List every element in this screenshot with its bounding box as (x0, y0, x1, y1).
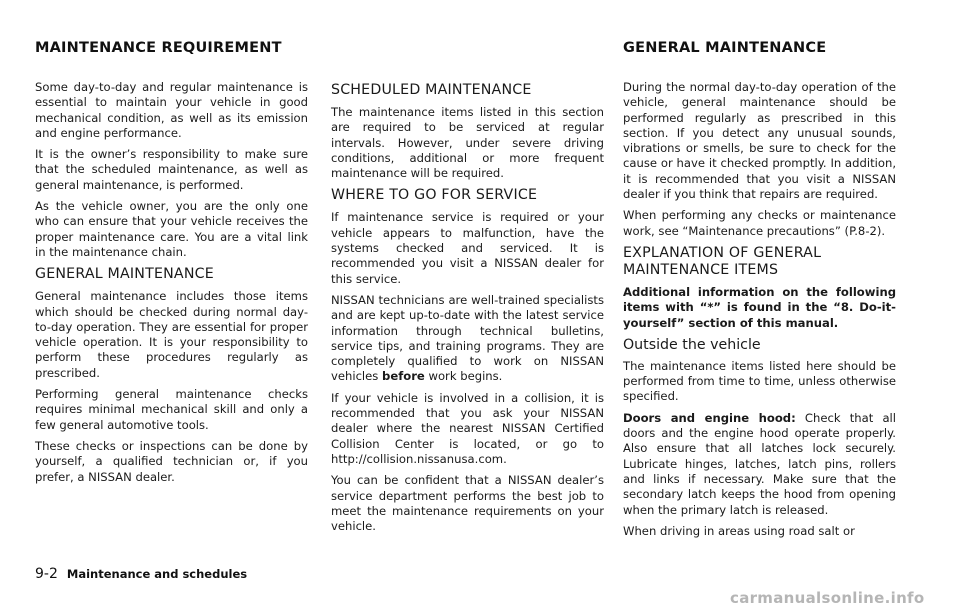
page-footer (35, 566, 247, 582)
technicians-text-end: work begins. (424, 369, 503, 384)
technicians-paragraph (331, 293, 604, 385)
service-paragraph: If maintenance service is required or your vehicle appears to malfunction, have the systems checked and serviced. It is recommended you visit a NISSAN dealer for this service. (331, 210, 604, 286)
doors-hood-text: Check that all doors and the engine hood operate properly. Also ensure that all latches lock securely. Lubricate hinges, latches, latch pins, rollers and links if necessary. Make sure that the secondary latch keeps the hood from opening when the primary latch is released. (623, 410, 896, 517)
watermark: carmanualsonline.info (730, 589, 925, 607)
day-to-day-paragraph: During the normal day-to-day operation of the vehicle, general maintenance should be performed regularly as prescribed in this section. If you detect any unusual sounds, vibrations or smells, be sure to check for the cause or have it checked promptly. In addition, it is recommended that you visit a NISSAN dealer if you think that repairs are required. (623, 80, 896, 202)
general-maintenance-paragraph: General maintenance includes those items which should be checked during normal day-to-day operation. They are essential for proper vehicle operation. It is your responsibility to perform these procedures regularly as prescribed. (35, 289, 308, 380)
outside-vehicle-heading: Outside the vehicle (623, 336, 761, 353)
scheduled-maintenance-heading: SCHEDULED MAINTENANCE (331, 82, 532, 98)
general-maintenance-heading: GENERAL MAINTENANCE (35, 266, 214, 283)
vital-link-paragraph: As the vehicle owner, you are the only one who can ensure that your vehicle receives the proper maintenance care. You are a vital link in the maintenance chain. (35, 199, 308, 259)
column-1 (35, 80, 308, 491)
skill-paragraph: Performing general maintenance checks requires minimal mechanical skill and only a few general automotive tools. (35, 387, 308, 432)
intro-paragraph: Some day-to-day and regular maintenance is essential to maintain your vehicle in good mechanical condition, as well as its emission and engine performance. (35, 80, 308, 140)
technicians-text: NISSAN technicians are well-trained specialists and are kept up-to-date with the latest service information through technical bulletins, service tips, and training programs. They are completely qualified to work on NISSAN vehicles (331, 292, 604, 384)
page-header-right: GENERAL MAINTENANCE (623, 40, 827, 56)
additional-info-paragraph: Additional information on the following items with “*” is found in the “8. Do-it-yourself” section of this manual. (623, 284, 896, 330)
column-3 (623, 80, 896, 545)
scheduled-maintenance-paragraph: The maintenance items listed in this section are required to be serviced at regular intervals. However, under severe driving conditions, additional or more frequent maintenance will be required. (331, 105, 604, 181)
section-title: Maintenance and schedules (66, 567, 248, 581)
road-salt-paragraph: When driving in areas using road salt or (623, 523, 855, 538)
inspections-paragraph: These checks or inspections can be done by yourself, a qualified technician or, if you prefer, a NISSAN dealer. (35, 438, 308, 484)
doors-hood-paragraph (623, 411, 896, 518)
page-header-left: MAINTENANCE REQUIREMENT (35, 40, 282, 56)
column-2 (331, 80, 604, 540)
precautions-paragraph: When performing any checks or maintenance work, see “Maintenance precautions” (P.8-2). (623, 208, 896, 238)
collision-paragraph: If your vehicle is involved in a collision, it is recommended that you ask your NISSAN dealer where the nearest NISSAN Certified Collision Center is located, or go to http://collision.nissanusa.com. (331, 390, 604, 466)
outside-vehicle-paragraph: The maintenance items listed here should be performed from time to time, unless otherwise specified. (623, 358, 896, 404)
confidence-paragraph: You can be confident that a NISSAN dealer’s service department performs the best job to meet the maintenance requirements on your vehicle. (331, 473, 604, 534)
explanation-heading: EXPLANATION OF GENERAL MAINTENANCE ITEMS (623, 244, 822, 278)
where-to-go-heading: WHERE TO GO FOR SERVICE (331, 187, 538, 204)
owner-responsibility-paragraph: It is the owner’s responsibility to make sure that the scheduled maintenance, as well as general maintenance, is performed. (35, 147, 308, 192)
doors-hood-label: Doors and engine hood: (623, 410, 796, 425)
before-emphasis: before (382, 369, 425, 384)
page-number: 9-2 (35, 566, 58, 582)
